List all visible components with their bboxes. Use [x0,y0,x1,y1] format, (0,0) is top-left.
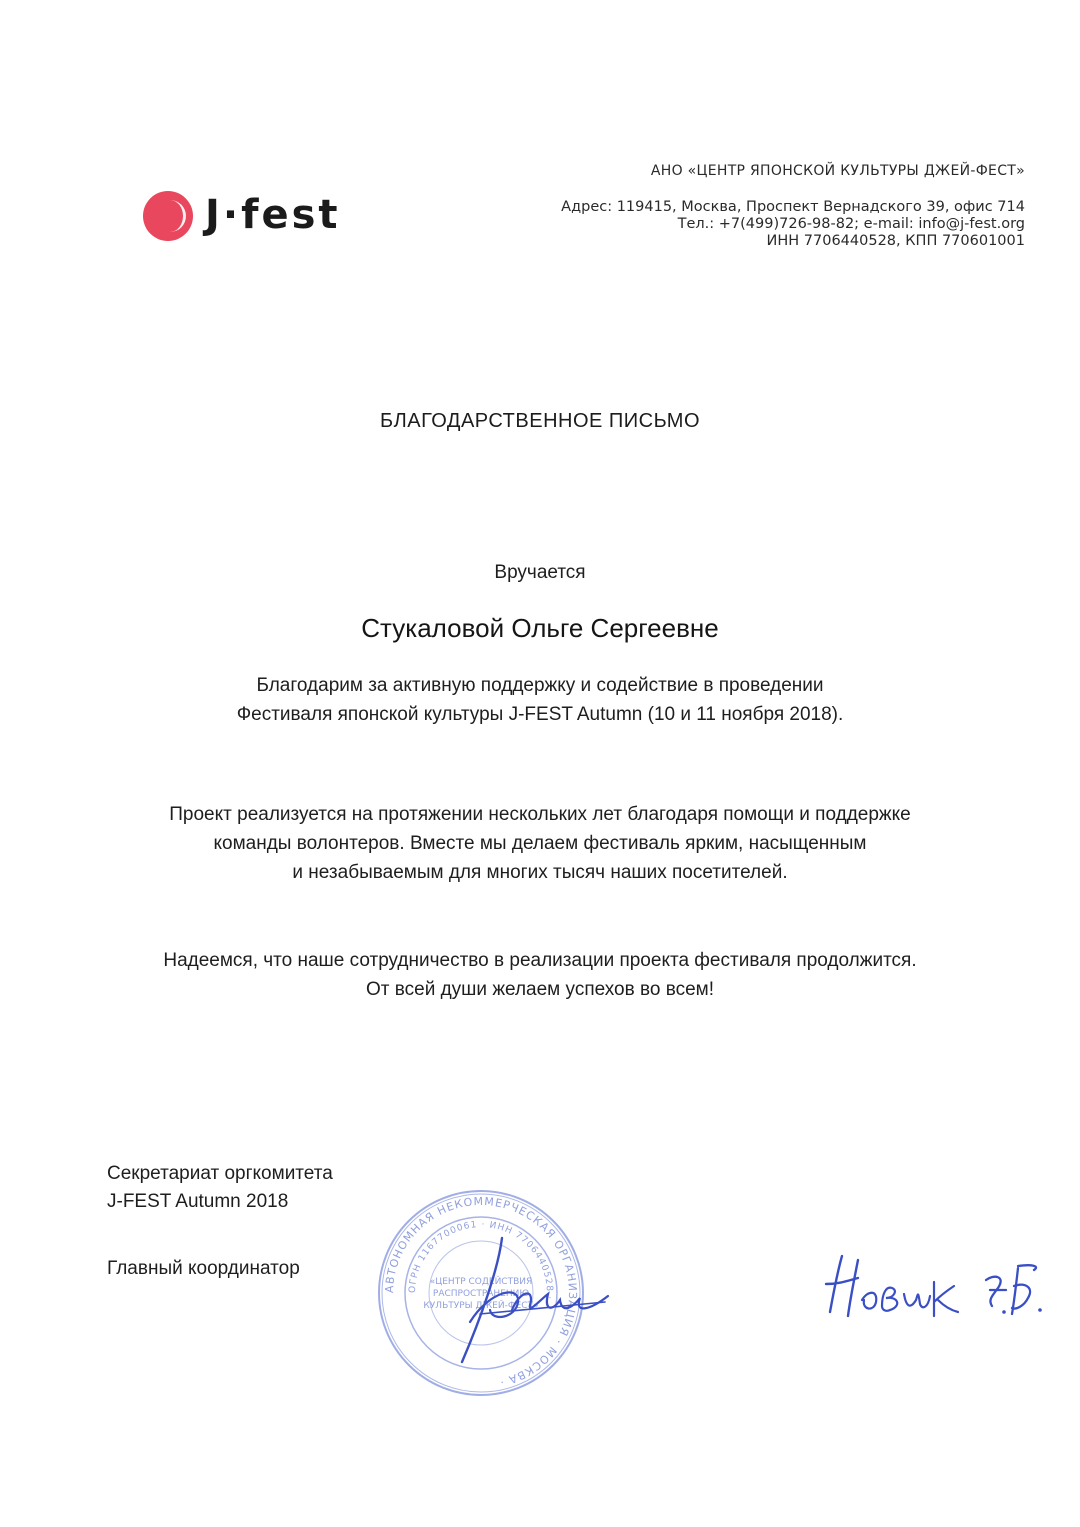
logo-circle-icon [143,191,193,241]
coordinator-label: Главный координатор [107,1258,300,1279]
paragraph-line: От всей души желаем успехов во всем! [366,979,714,1000]
svg-text:«ЦЕНТР СОДЕЙСТВИЯ: «ЦЕНТР СОДЕЙСТВИЯ [429,1277,533,1287]
jfest-logo [143,188,383,248]
awarded-label: Вручается [494,562,586,583]
handwritten-name [820,1250,1050,1330]
secretariat-line: Секретариат оргкомитета [107,1163,333,1184]
paragraph-wishes [0,946,1080,1004]
paragraph-gratitude [0,671,1080,729]
paragraph-line: команды волонтеров. Вместе мы делаем фестиваль ярким, насыщенным [213,833,867,854]
secretariat-label [107,1160,333,1216]
org-contacts: Тел.: +7(499)726-98-82; e-mail: info@j-fest.org [677,216,1025,232]
svg-text:АВТОНОМНАЯ НЕКОММЕРЧЕСКАЯ ОРГА: АВТОНОМНАЯ НЕКОММЕРЧЕСКАЯ ОРГАНИЗАЦИЯ · МОСКВА · [382,1194,580,1389]
recipient-name: Стукаловой Ольге Сергеевне [361,613,719,643]
paragraph-line: Благодарим за активную поддержку и содействие в проведении [256,675,824,696]
letter-title: БЛАГОДАРСТВЕННОЕ ПИСЬМО [379,410,701,432]
svg-text:ОГРН 1167700061 · ИНН 77064405: ОГРН 1167700061 · ИНН 7706440528 · [407,1219,555,1301]
svg-text:КУЛЬТУРЫ ДЖЕЙ-ФЕСТ»: КУЛЬТУРЫ ДЖЕЙ-ФЕСТ» [423,1301,539,1311]
secretariat-line: J-FEST Autumn 2018 [107,1191,289,1212]
org-details [561,163,1025,250]
paragraph-line: Надеемся, что наше сотрудничество в реализации проекта фестиваля продолжится. [163,950,917,971]
paragraph-line: Проект реализуется на протяжении нескольких лет благодаря помощи и поддержке [169,804,911,825]
org-name: АНО «ЦЕНТР ЯПОНСКОЙ КУЛЬТУРЫ ДЖЕЙ-ФЕСТ» [650,163,1025,179]
paragraph-project [0,800,1080,887]
paragraph-line: Фестиваля японской культуры J-FEST Autumn (10 и 11 ноября 2018). [236,704,844,725]
paragraph-line: и незабываемым для многих тысяч наших посетителей. [292,862,788,883]
handwritten-signature [440,1230,610,1370]
logo-text: J·fest [205,192,341,238]
org-address: Адрес: 119415, Москва, Проспект Вернадского 39, офис 714 [561,199,1025,215]
org-inn-kpp: ИНН 7706440528, КПП 770601001 [766,233,1025,249]
svg-text:РАСПРОСТРАНЕНИЮ: РАСПРОСТРАНЕНИЮ [432,1289,530,1299]
